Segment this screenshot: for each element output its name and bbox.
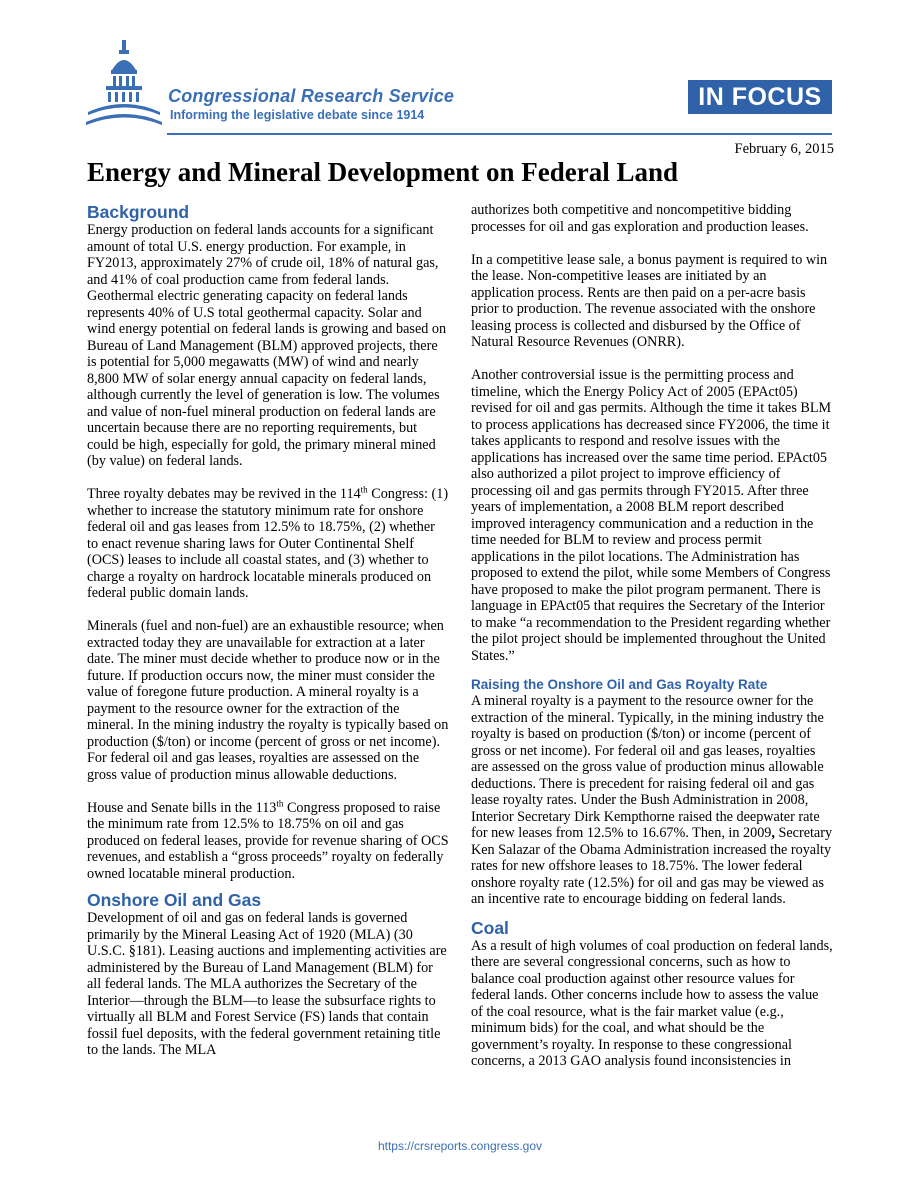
capitol-dome-icon [84,40,164,132]
section-heading-background: Background [87,202,190,222]
subsection-heading-royalty: Raising the Onshore Oil and Gas Royalty Rate [471,677,768,692]
left-column [87,202,449,1075]
paragraph: Three royalty debates may be revived in the 114th Congress: (1) whether to increase the statutory minimum rate for onshore federal oil and gas leases from 12.5% to 18.75%, (2) whether to enact revenue sharing laws for Outer Continental Shelf (OCS) leases to include all coastal states, and (3) whether to charge a royalty on hardrock locatable minerals produced on federal public domain lands. [87,484,449,601]
paragraph: In a competitive lease sale, a bonus payment is required to win the lease. Non-competitive leases are initiated by an application process. Rents are then paid on a per-acre basis prior to production. The revenue associated with the onshore leasing process is collected and disbursed by the Office of Natural Resource Revenues (ONRR). [471,251,828,350]
page-title: Energy and Mineral Development on Federal Land [87,157,678,187]
right-column [471,202,833,1086]
in-focus-badge: IN FOCUS [688,80,832,114]
paragraph: Development of oil and gas on federal lands is governed primarily by the Mineral Leasing Act of 1920 (MLA) (30 U.S.C. §181). Leasing auctions and implementing activities are administered by the Bureau of Land Management (BLM) for all federal lands. The MLA authorizes the Secretary of the Interior—through the BLM—to lease the subsurface rights to virtually all BLM and Forest Service (FS) lands that contain fossil fuel deposits, with the federal government retaining title to the lands. The MLA [87,910,447,1058]
paragraph: Another controversial issue is the permitting process and timeline, which the Energy Policy Act of 2005 (EPAct05) revised for oil and gas permits. Although the time it takes BLM to process applications has decreased since FY2006, the time it takes applicants to respond and resolve issues with the applications has increased over the same time period. EPAct05 also authorized a pilot project to improve efficiency of processing oil and gas permits through FY2015. After three years of implementation, a 2008 BLM report described improved interagency communication and a reduction in the time needed for BLM to review and process permit applications in the pilot locations. The Administration has proposed to extend the pilot, while some Members of Congress have proposed to make the pilot program permanent. There is language in EPAct05 that requires the Secretary of the Interior to make “a recommendation to the President regarding whether the pilot project should be implemented throughout the United States.” [471,367,832,664]
publication-date: February 6, 2015 [734,141,834,157]
paragraph: A mineral royalty is a payment to the resource owner for the extraction of the mineral. Typically, in the mining industry the royalty is based on production ($/ton) or income (percent of gross or net income). For federal oil and gas leases, royalties are assessed on the gross value of production minus allowable deductions. There is precedent for raising federal oil and gas lease royalty rates. Under the Bush Administration in 2008, Interior Secretary Dirk Kempthorne raised the deepwater rate for new leases from 12.5% to 16.67%. Then, in 2009, Secretary Ken Salazar of the Obama Administration increased the royalty rates for new offshore leases to 18.75%. The lower federal onshore royalty rate (12.5%) for oil and gas may be viewed as an incentive rate to encourage bidding on federal lands. [471,693,833,907]
paragraph: House and Senate bills in the 113th Congress proposed to raise the minimum rate from 12.5% to 18.75% on oil and gas produced on federal leases, provide for revenue sharing of OCS revenues, and establish a “gross proceeds” royalty on federally owned locatable mineral production. [87,797,449,882]
section-heading-coal: Coal [471,917,509,938]
paragraph: Minerals (fuel and non-fuel) are an exhaustible resource; when extracted today they are unavailable for extraction at a later date. The miner must decide whether to produce now or in the future. If production occurs now, the miner must consider the value of foregone future production. A mineral royalty is a payment to the resource owner for the extraction of the mineral. In the mining industry the royalty is typically based on production ($/ton) or income (percent of gross or net income). For federal oil and gas leases, royalties are assessed on the gross value of production minus allowable deductions. [87,618,449,783]
header-rule [167,133,832,135]
section-heading-onshore: Onshore Oil and Gas [87,890,262,910]
paragraph: As a result of high volumes of coal production on federal lands, there are several congressional concerns, such as how to balance coal production against other resource values for federal lands. Other concerns include how to assess the value of the coal resource, what is the fair market value (e.g., minimum bids) for the coal, and what should be the government’s royalty. In response to these congressional concerns, a 2013 GAO analysis found inconsistencies in [471,937,833,1069]
footer-url-link[interactable]: https://crsreports.congress.gov [377,1139,543,1153]
org-tagline: Informing the legislative debate since 1914 [170,108,425,122]
page-header [0,0,920,157]
paragraph: authorizes both competitive and noncompetitive bidding processes for oil and gas exploration and production leases. [471,202,809,235]
org-name: Congressional Research Service [168,86,455,106]
paragraph: Energy production on federal lands accounts for a significant amount of total U.S. energy production. For example, in FY2013, approximately 27% of crude oil, 18% of natural gas, and 41% of coal production came from federal lands. Geothermal electric generating capacity on federal lands represents 40% of U.S total geothermal capacity. Solar and wind energy potential on federal lands is growing and based on Bureau of Land Management (BLM) approved projects, there is potential for 5,000 megawatts (MW) of wind and nearly 8,800 MW of solar energy annual capacity on federal lands, although currently the level of generation is low. The volumes and value of non-fuel mineral production on federal lands are uncertain because there are no reporting requirements, but could be high, especially for gold, the primary mineral mined (by value) on federal lands. [87,222,447,469]
